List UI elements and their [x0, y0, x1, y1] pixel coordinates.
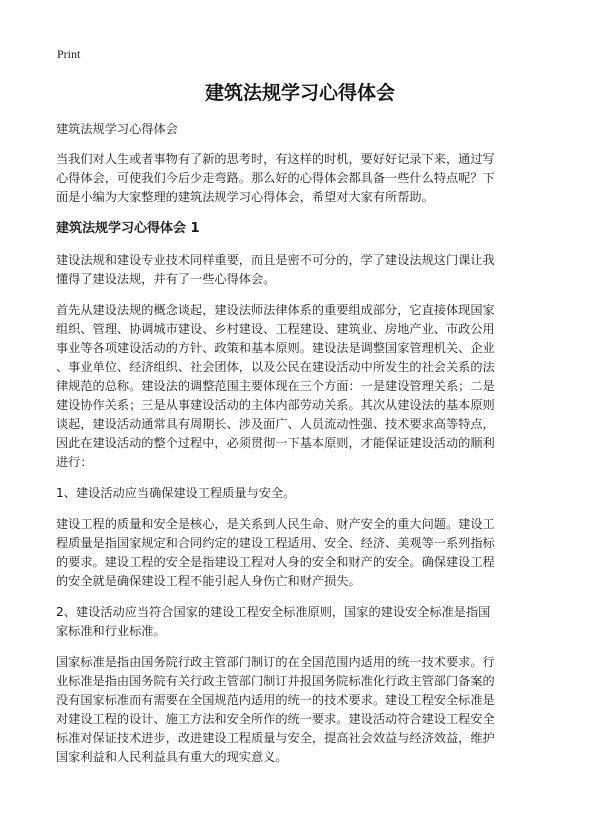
- text-line: 标准对保证技术进步，改进建设工程质量与安全，提高社会效益与经济效益，维护: [56, 731, 495, 745]
- text-line: 1、建设活动应当确保建设工程质量与安全。: [56, 486, 296, 500]
- text-line: 的安全就是确保建设工程不能引起人身伤亡和财产损失。: [56, 574, 361, 588]
- document-subtitle: 建筑法规学习心得体会: [56, 122, 178, 136]
- paragraph-2: [56, 301, 552, 472]
- text-line: 、事业单位、经济组织、社会团体，以及公民在建设活动中所发生的社会关系的法: [56, 360, 495, 374]
- text-line: 律规范的总称。建设法的调整范围主要体现在三个方面：一是建设管理关系；二是: [56, 379, 495, 393]
- text-line: 心得体会，可使我们今后少走弯路。那么好的心得体会都具备一些什么特点呢？下: [56, 171, 495, 185]
- text-line: 国家标准是指由国务院行政主管部门制订的在全国范围内适用的统一技术要求。行: [56, 655, 495, 669]
- text-line: 对建设工程的设计、施工方法和安全所作的统一要求。建设活动符合建设工程安全: [56, 712, 495, 726]
- paragraph-5: [56, 603, 552, 641]
- text-line: 面是小编为大家整理的建筑法规学习心得体会，希望对大家有所帮助。: [56, 190, 434, 204]
- print-link[interactable]: Print: [57, 47, 81, 61]
- text-line: 家标准和行业标准。: [56, 624, 166, 638]
- text-line: 进行：: [56, 455, 93, 469]
- text-line: 首先从建设法规的概念谈起，建设法师法律体系的重要组成部分，它直接体现国家: [56, 303, 495, 317]
- document-title: 建筑法规学习心得体会: [204, 82, 395, 104]
- document-body: [56, 120, 552, 779]
- text-line: 建设协作关系；三是从事建设活动的主体内部劳动关系。其次从建设法的基本原则: [56, 398, 495, 412]
- text-line: 事业等各项建设活动的方针、政策和基本原则。建设法是调整国家管理机关、企业: [56, 341, 495, 355]
- section-heading: 建筑法规学习心得体会 1: [56, 221, 200, 236]
- intro-paragraph: [56, 150, 552, 207]
- text-line: 当我们对人生或者事物有了新的思考时，有这样的时机，要好好记录下来，通过写: [56, 152, 495, 166]
- text-line: 组织、管理、协调城市建设、乡村建设、工程建设、建筑业、房地产业、市政公用: [56, 322, 495, 336]
- text-line: 2、建设活动应当符合国家的建设工程安全标准原则，国家的建设安全标准是指国: [56, 605, 491, 619]
- paragraph-6: [56, 653, 552, 767]
- text-line: 因此在建设活动的整个过程中，必须贯彻一下基本原则，才能保证建设活动的顺利: [56, 436, 495, 450]
- paragraph-1: [56, 251, 552, 289]
- text-line: 业标准是指由国务院有关行政主管部门制订并报国务院标准化行政主管部门备案的: [56, 674, 495, 688]
- text-line: 程质量是指国家规定和合同约定的建设工程适用、安全、经济、美观等一系列指标: [56, 536, 495, 550]
- text-line: 建设工程的质量和安全是核心，是关系到人民生命、财产安全的重大问题。建设工: [56, 517, 495, 531]
- text-line: 没有国家标准而有需要在全国规范内适用的统一的技术要求。建设工程安全标准是: [56, 693, 495, 707]
- paragraph-3: [56, 484, 552, 503]
- text-line: 国家利益和人民利益具有重大的现实意义。: [56, 750, 288, 764]
- text-line: 的要求。建设工程的安全是指建设工程对人身的安全和财产的安全。确保建设工程: [56, 555, 495, 569]
- text-line: 建设法规和建设专业技术同样重要，而且是密不可分的，学了建设法规这门课让我: [56, 253, 495, 267]
- paragraph-4: [56, 515, 552, 591]
- text-line: 懂得了建设法规，并有了一些心得体会。: [56, 272, 276, 286]
- text-line: 谈起，建设活动通常具有周期长、涉及面广、人员流动性强、技术要求高等特点，: [56, 417, 495, 431]
